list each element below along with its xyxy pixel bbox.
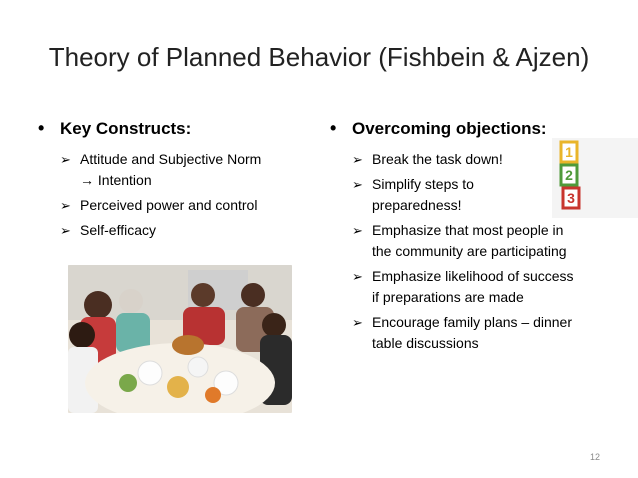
svg-text:2: 2 xyxy=(565,167,573,183)
arrow-right-icon: ➢ xyxy=(352,152,363,167)
bullet-icon: • xyxy=(38,118,45,138)
number-blocks-illustration xyxy=(552,138,638,218)
arrow-right-icon: ➢ xyxy=(352,223,363,238)
slide-title: Theory of Planned Behavior (Fishbein & Ajzen) xyxy=(48,42,590,72)
right-heading-text: Overcoming objections: xyxy=(352,118,547,138)
svg-text:1: 1 xyxy=(565,144,573,160)
left-heading-text: Key Constructs: xyxy=(60,118,192,138)
list-item: → Intention xyxy=(80,172,152,188)
arrow-right-icon: ➢ xyxy=(60,223,71,238)
arrow-right-icon: ➢ xyxy=(352,177,363,192)
block-2 xyxy=(561,165,577,185)
right-heading xyxy=(330,118,610,139)
list-item: ➢ Encourage family plans – dinner table discussions xyxy=(352,312,582,354)
arrow-right-icon: ➢ xyxy=(352,315,363,330)
block-3 xyxy=(563,188,579,208)
list-item: ➢ Simplify steps to preparedness! xyxy=(352,174,582,216)
list-item: ➢ Perceived power and control xyxy=(60,195,318,216)
block-1 xyxy=(561,142,577,162)
bullet-icon: • xyxy=(330,118,337,138)
right-list xyxy=(330,149,582,354)
arrow-right-icon: ➢ xyxy=(352,269,363,284)
list-item: ➢ Emphasize that most people in the community are participating xyxy=(352,220,582,262)
number-blocks-image xyxy=(552,138,638,218)
left-heading xyxy=(38,118,318,139)
left-list xyxy=(38,149,318,241)
list-item: ➢ Attitude and Subjective Norm xyxy=(60,149,318,170)
family-dinner-photo xyxy=(68,265,292,413)
list-item: ➢ Self-efficacy xyxy=(60,220,318,241)
arrow-right-icon: ➢ xyxy=(60,198,71,213)
family-dinner-illustration xyxy=(68,265,292,413)
list-item: ➢ Break the task down! xyxy=(352,149,582,170)
page-number: 12 xyxy=(589,452,600,462)
list-item: ➢ Emphasize likelihood of success if preparations are made xyxy=(352,266,582,308)
arrow-right-icon: ➢ xyxy=(60,152,71,167)
left-column xyxy=(38,118,318,245)
svg-text:3: 3 xyxy=(567,190,575,206)
